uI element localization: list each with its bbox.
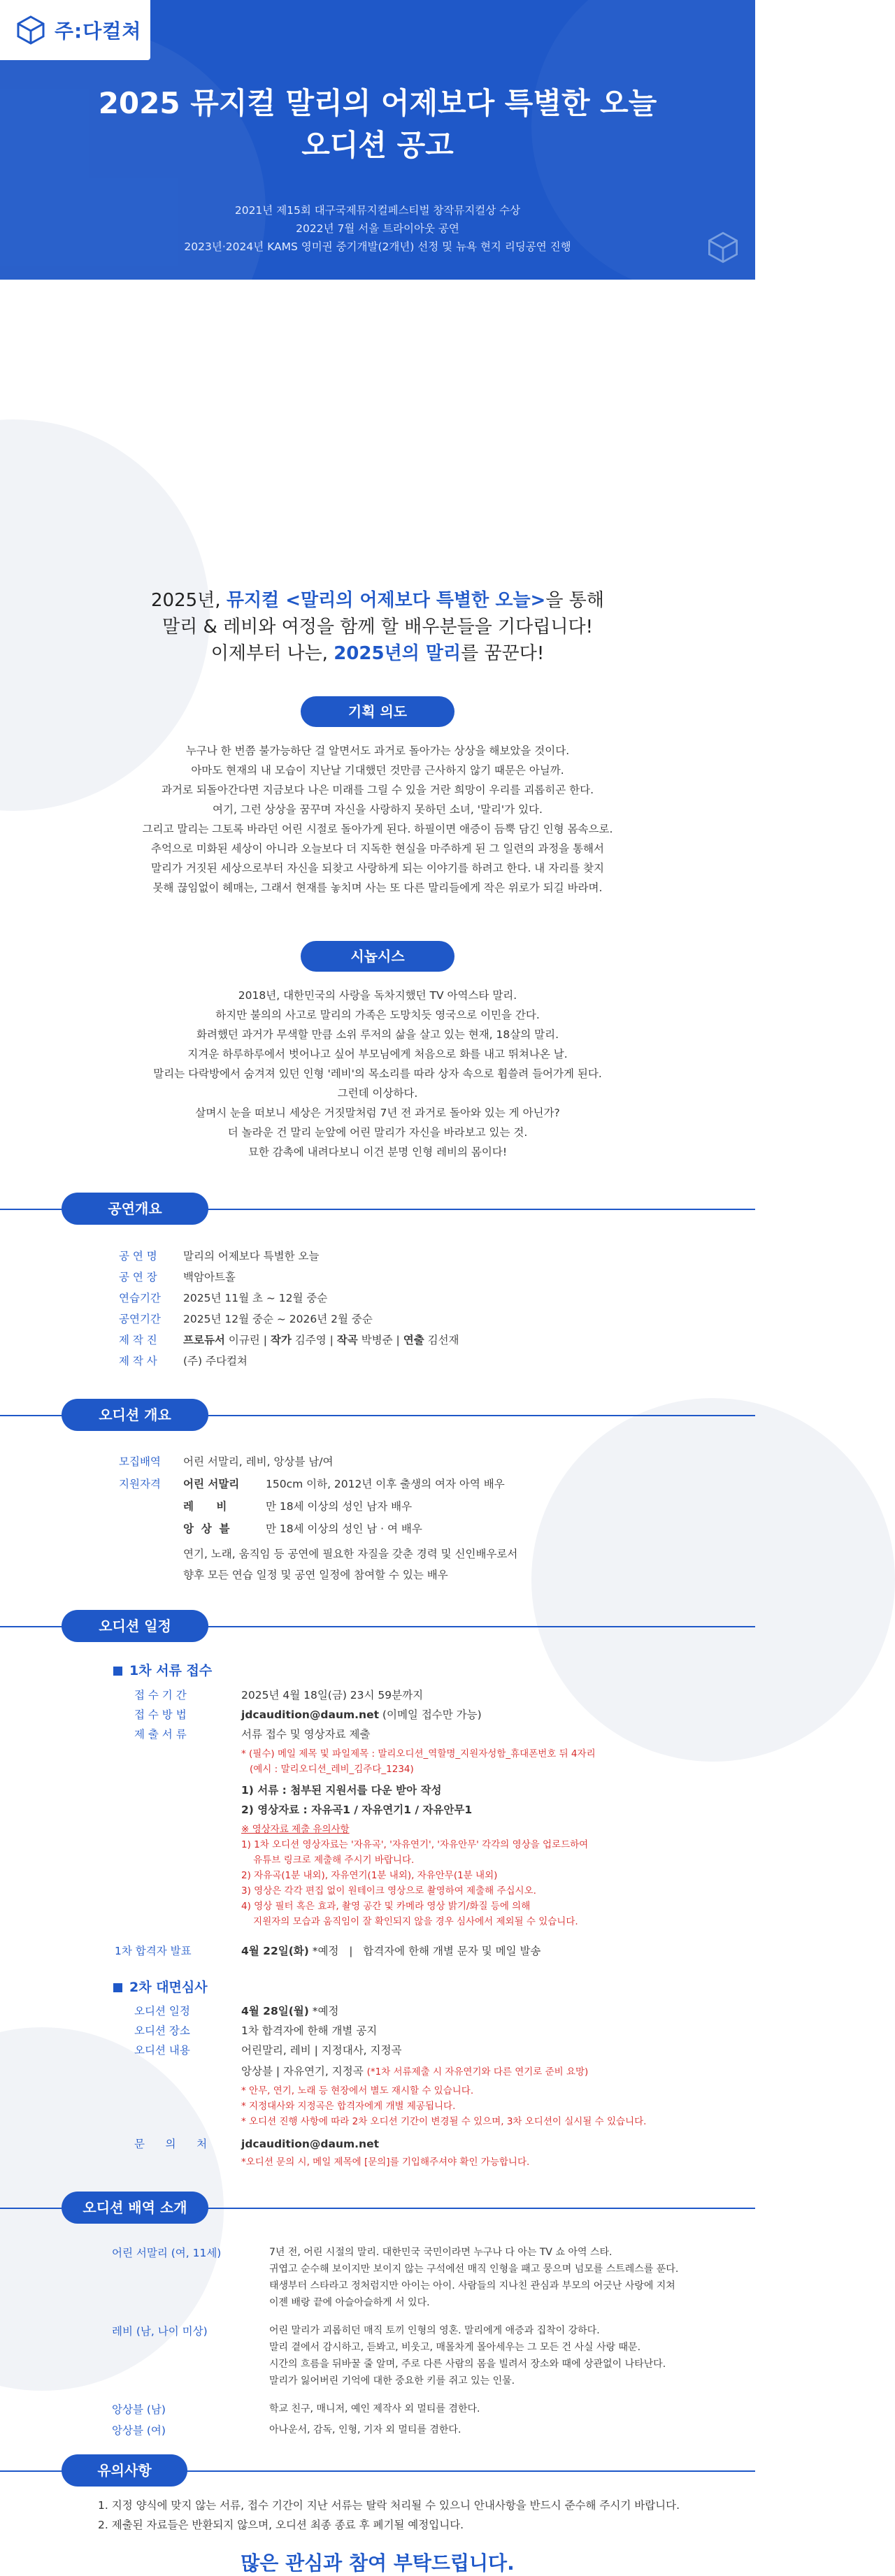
row-label: 연습기간 xyxy=(119,1292,161,1304)
row-value: (주) 주다컬쳐 xyxy=(183,1355,248,1367)
round1-heading: 1차 서류 접수 xyxy=(113,1660,212,1679)
intro-line: 말리 & 레비와 여정을 함께 할 배우분들을 기다립니다! xyxy=(162,617,593,638)
contact-email-link[interactable]: jdcaudition@daum.net xyxy=(241,2138,379,2150)
email-link[interactable]: jdcaudition@daum.net xyxy=(241,1708,379,1721)
qual-desc: 만 18세 이상의 성인 남자 배우 xyxy=(266,1500,413,1513)
closing-message: 많은 관심과 참여 부탁드립니다. xyxy=(241,2552,515,2575)
round2-note: * 지정대사와 지정곡은 합격자에게 개별 제공됩니다. xyxy=(241,2101,456,2112)
role-label: 앙상블 (남) xyxy=(112,2403,166,2416)
row-label: 제 작 사 xyxy=(119,1355,157,1367)
square-bullet-icon xyxy=(113,1667,122,1676)
title-line: 2025 뮤지컬 말리의 어제보다 특별한 오늘 xyxy=(98,86,657,120)
title-line: 오디션 공고 xyxy=(301,128,454,162)
role-description: 학교 친구, 매니저, 예인 제작사 외 멀티를 겸한다. xyxy=(269,2403,480,2415)
row-label: 공 연 명 xyxy=(119,1250,157,1262)
row-label: 접 수 기 간 xyxy=(134,1689,187,1701)
intro-line: 2025년, 뮤지컬 <말리의 어제보다 특별한 오늘>을 통해 xyxy=(151,590,604,611)
square-bullet-icon xyxy=(113,1983,122,1992)
video-note: 4) 영상 필터 혹은 효과, 촬영 공간 및 카메라 영상 밝기/화질 등에 의해 xyxy=(241,1901,531,1912)
row-value: 어린말리, 레비 | 지정대사, 지정곡 xyxy=(241,2044,402,2057)
synopsis-text: 2018년, 대한민국의 사랑을 독차지했던 TV 아역스타 말리. 하지만 불의의 사고로 말리의 가족은 도망치듯 영국으로 이민을 간다. 화려했던 과거가 무색할 만큼 소위 루저의 삶을 살고 있는 현재, 18살의 말리. 지겨운 하루하루에서 벗어나고 싶어 부모님에게 처음으로 화를 내고 뛰쳐나온 날. 말리는 다락방에서 숨겨져 있던 인형 '레비'의 목소리를 따라 상자 속으로 휩쓸려 들어가게 된다. 그런데 이상하다. 살며시 눈을 떠보니 세상은 거짓말처럼 7년 전 과거로 돌아와 있는 게 아닌가? 더 놀라운 건 말리 눈앞에 어린 말리가 자신을 바라보고 있는 것. 묘한 감촉에 내려다보니 이건 분명 인형 레비의 몸이다! xyxy=(153,989,602,1158)
background-circle xyxy=(531,1398,895,1762)
round2-heading: 2차 대면심사 xyxy=(113,1977,208,1996)
intro-line: 이제부터 나는, 2025년의 말리를 꿈꾼다! xyxy=(210,643,545,664)
subtitle-line: 2021년 제15회 대구국제뮤지컬페스티벌 창작뮤지컬상 수상 xyxy=(234,204,521,217)
row-label: 공 연 장 xyxy=(119,1271,157,1283)
video-note: 지원자의 모습과 움직임이 잘 확인되지 않을 경우 심사에서 제외될 수 있습니다. xyxy=(241,1916,578,1927)
row-value: 4월 22일(화) *예정 | 합격자에 한해 개별 문자 및 메일 발송 xyxy=(241,1945,541,1957)
qual-name: 어린 서말리 xyxy=(183,1478,240,1490)
row-label: 공연기간 xyxy=(119,1313,161,1325)
row-value: 말리의 어제보다 특별한 오늘 xyxy=(183,1250,320,1262)
performance-heading: 공연개요 xyxy=(62,1193,208,1225)
row-value: 2025년 11월 초 ~ 12월 중순 xyxy=(183,1292,328,1304)
role-label: 앙상블 (여) xyxy=(112,2424,166,2437)
page-title xyxy=(0,82,755,166)
logo-text: 주:다컬쳐 xyxy=(55,20,142,43)
hero-subtitle xyxy=(0,201,755,256)
contact-note: *오디션 문의 시, 메일 제목에 [문의]를 기입해주셔야 확인 가능합니다. xyxy=(241,2157,530,2168)
planning-heading: 기획 의도 xyxy=(301,696,454,727)
row-value: 4월 28일(월) *예정 xyxy=(241,2005,339,2017)
logo[interactable] xyxy=(0,0,150,60)
video-note: 3) 영상은 각각 편집 없이 원테이크 영상으로 촬영하여 제출해 주십시오. xyxy=(241,1885,536,1897)
row-label: 오디션 장소 xyxy=(134,2024,190,2037)
row-value: 어린 서말리, 레비, 앙상블 남/여 xyxy=(183,1455,334,1468)
notices-heading: 유의사항 xyxy=(62,2454,187,2487)
qual-name: 레 비 xyxy=(183,1500,227,1513)
subtitle-line: 2023년·2024년 KAMS 영미권 중기개발(2개년) 선정 및 뉴욕 현지 리딩공연 진행 xyxy=(184,240,571,253)
cube-logo-icon xyxy=(15,15,46,45)
row-value: 1차 합격자에 한해 개별 공지 xyxy=(241,2024,378,2037)
round2-note: * 안무, 연기, 노래 등 현장에서 별도 재시할 수 있습니다. xyxy=(241,2085,474,2096)
row-label: 제 작 진 xyxy=(119,1334,157,1346)
row-value: 백암아트홀 xyxy=(183,1271,236,1283)
row-label: 1차 합격자 발표 xyxy=(115,1945,192,1957)
filename-example: (예시 : 말리오디션_레비_김주다_1234) xyxy=(250,1764,414,1775)
role-description: 7년 전, 어린 시절의 말리. 대한민국 국민이라면 누구나 다 아는 TV 쇼 아역 스타. 귀엽고 순수해 보이지만 보이지 않는 구석에선 매직 인형을 패고 뭉으며 넘모를 스트레스를 푼다. 태생부터 스타라고 정처럼지만 아이는 아이. 사람들의 지나친 관심과 부모의 어긋난 사랑에 지쳐 이젠 배랑 끝에 아슬아슬하게 서 있다. xyxy=(269,2247,679,2308)
role-description: 아나운서, 감독, 인형, 기자 외 멀티를 겸한다. xyxy=(269,2424,461,2435)
role-label: 레비 (남, 나이 미상) xyxy=(112,2325,208,2338)
synopsis-heading: 시놉시스 xyxy=(301,941,454,972)
intro-message xyxy=(0,587,755,667)
qual-desc: 150cm 이하, 2012년 이후 출생의 여자 아역 배우 xyxy=(266,1478,505,1490)
subtitle-line: 2022년 7월 서울 트라이아웃 공연 xyxy=(296,222,459,235)
document-item: 1) 서류 : 첨부된 지원서를 다운 받아 작성 xyxy=(241,1784,442,1797)
row-label: 문 의 처 xyxy=(134,2138,208,2150)
qual-extra: 향후 모든 연습 일정 및 공연 일정에 참여할 수 있는 배우 xyxy=(183,1569,448,1581)
roles-heading: 오디션 배역 소개 xyxy=(62,2192,208,2224)
video-note: 1) 1차 오디션 영상자료는 '자유곡', '자유연기', '자유안무' 각각의 영상을 업로드하여 xyxy=(241,1839,589,1850)
document-item: 2) 영상자료 : 자유곡1 / 자유연기1 / 자유안무1 xyxy=(241,1804,473,1816)
row-value: 서류 접수 및 영상자료 제출 xyxy=(241,1728,371,1741)
row-label: 오디션 내용 xyxy=(134,2044,190,2057)
row-value: jdcaudition@daum.net (이메일 접수만 가능) xyxy=(241,1708,482,1721)
hero-banner xyxy=(0,0,755,280)
qual-desc: 만 18세 이상의 성인 남 · 여 배우 xyxy=(266,1523,422,1535)
cube-logo-icon xyxy=(706,231,740,264)
notices-list xyxy=(98,2496,727,2535)
row-label: 모집배역 xyxy=(119,1455,161,1468)
staff-value: 프로듀서 이규린 | 작가 김주영 | 작곡 박병준 | 연출 김선재 xyxy=(183,1334,459,1346)
row-value: 2025년 4월 18일(금) 23시 59분까지 xyxy=(241,1689,424,1701)
video-note: 유튜브 링크로 제출해 주시기 바랍니다. xyxy=(241,1855,415,1866)
planning-text: 누구나 한 번쯤 불가능하단 걸 알면서도 과거로 돌아가는 상상을 해보았을 것이다. 아마도 현재의 내 모습이 지난날 기대했던 것만큼 근사하지 않기 때문은 아닐까. 과거로 되돌아간다면 지금보다 나은 미래를 그릴 수 있을 거란 희망이 우리를 괴롭히곤 한다. 여기, 그런 상상을 꿈꾸며 자신을 사랑하지 못하던 소녀, '말리'가 있다. 그리고 말리는 그토록 바라던 어린 시절로 돌아가게 된다. 하필이면 애증이 듬뿍 담긴 인형 몸속으로. 추억으로 미화된 세상이 아니라 오늘보다 더 지독한 현실을 마주하게 된 그 일련의 과정을 통해서 말리가 거짓된 세상으로부터 자신을 되찾고 사랑하게 되는 이야기를 하려고 한다. 내 자리를 찾지 못해 끊임없이 헤매는, 그래서 현재를 놓치며 사는 또 다른 말리들에게 작은 위로가 되길 바라며. xyxy=(142,744,613,894)
row-label: 오디션 일정 xyxy=(134,2005,190,2017)
row-value: 앙상블 | 자유연기, 지정곡 (*1차 서류제출 시 자유연기와 다른 연기로 준비 요망) xyxy=(241,2065,589,2078)
role-label: 어린 서말리 (여, 11세) xyxy=(112,2247,222,2259)
qual-extra: 연기, 노래, 움직임 등 공연에 필요한 자질을 갖춘 경력 및 신인배우로서 xyxy=(183,1548,518,1560)
row-label: 제 출 서 류 xyxy=(134,1728,187,1741)
role-description: 어린 말리가 괴롭히던 매직 토끼 인형의 영혼. 말리에게 애증과 집착이 강하다. 말리 곁에서 감시하고, 듣봐고, 비웃고, 매몰차게 몰아세우는 그 모든 건 사실 사랑 때문. 시간의 흐름을 뒤바꿀 줄 알며, 주로 다른 사람의 몸을 빌려서 장소와 때에 상관없이 나타난다. 말리가 잃어버린 기억에 대한 중요한 키를 쥐고 있는 인물. xyxy=(269,2325,666,2387)
audition-heading: 오디션 개요 xyxy=(62,1399,208,1431)
round2-note: * 오디션 진행 사항에 따라 2차 오디션 기간이 변경될 수 있으며, 3차 오디션이 실시될 수 있습니다. xyxy=(241,2116,647,2127)
video-notes-heading: ※ 영상자료 제출 유의사항 xyxy=(241,1824,350,1835)
row-label: 접 수 방 법 xyxy=(134,1708,187,1721)
row-label: 지원자격 xyxy=(119,1478,161,1490)
schedule-heading: 오디션 일정 xyxy=(62,1610,208,1642)
row-value: 2025년 12월 중순 ~ 2026년 2월 중순 xyxy=(183,1313,373,1325)
video-note: 2) 자유곡(1분 내외), 자유연기(1분 내외), 자유안무(1분 내외) xyxy=(241,1870,498,1881)
notice-item: 2. 제출된 자료들은 반환되지 않으며, 오디션 최종 종료 후 폐기될 예정입니다. xyxy=(98,2519,464,2531)
filename-note: * (필수) 메일 제목 및 파일제목 : 말리오디션_역할명_지원자성함_휴대폰번호 뒤 4자리 xyxy=(241,1748,596,1760)
qual-name: 앙 상 블 xyxy=(183,1523,230,1535)
notice-item: 1. 지정 양식에 맞지 않는 서류, 접수 기간이 지난 서류는 탈락 처리될 수 있으니 안내사항을 반드시 준수해 주시기 바랍니다. xyxy=(98,2499,680,2512)
